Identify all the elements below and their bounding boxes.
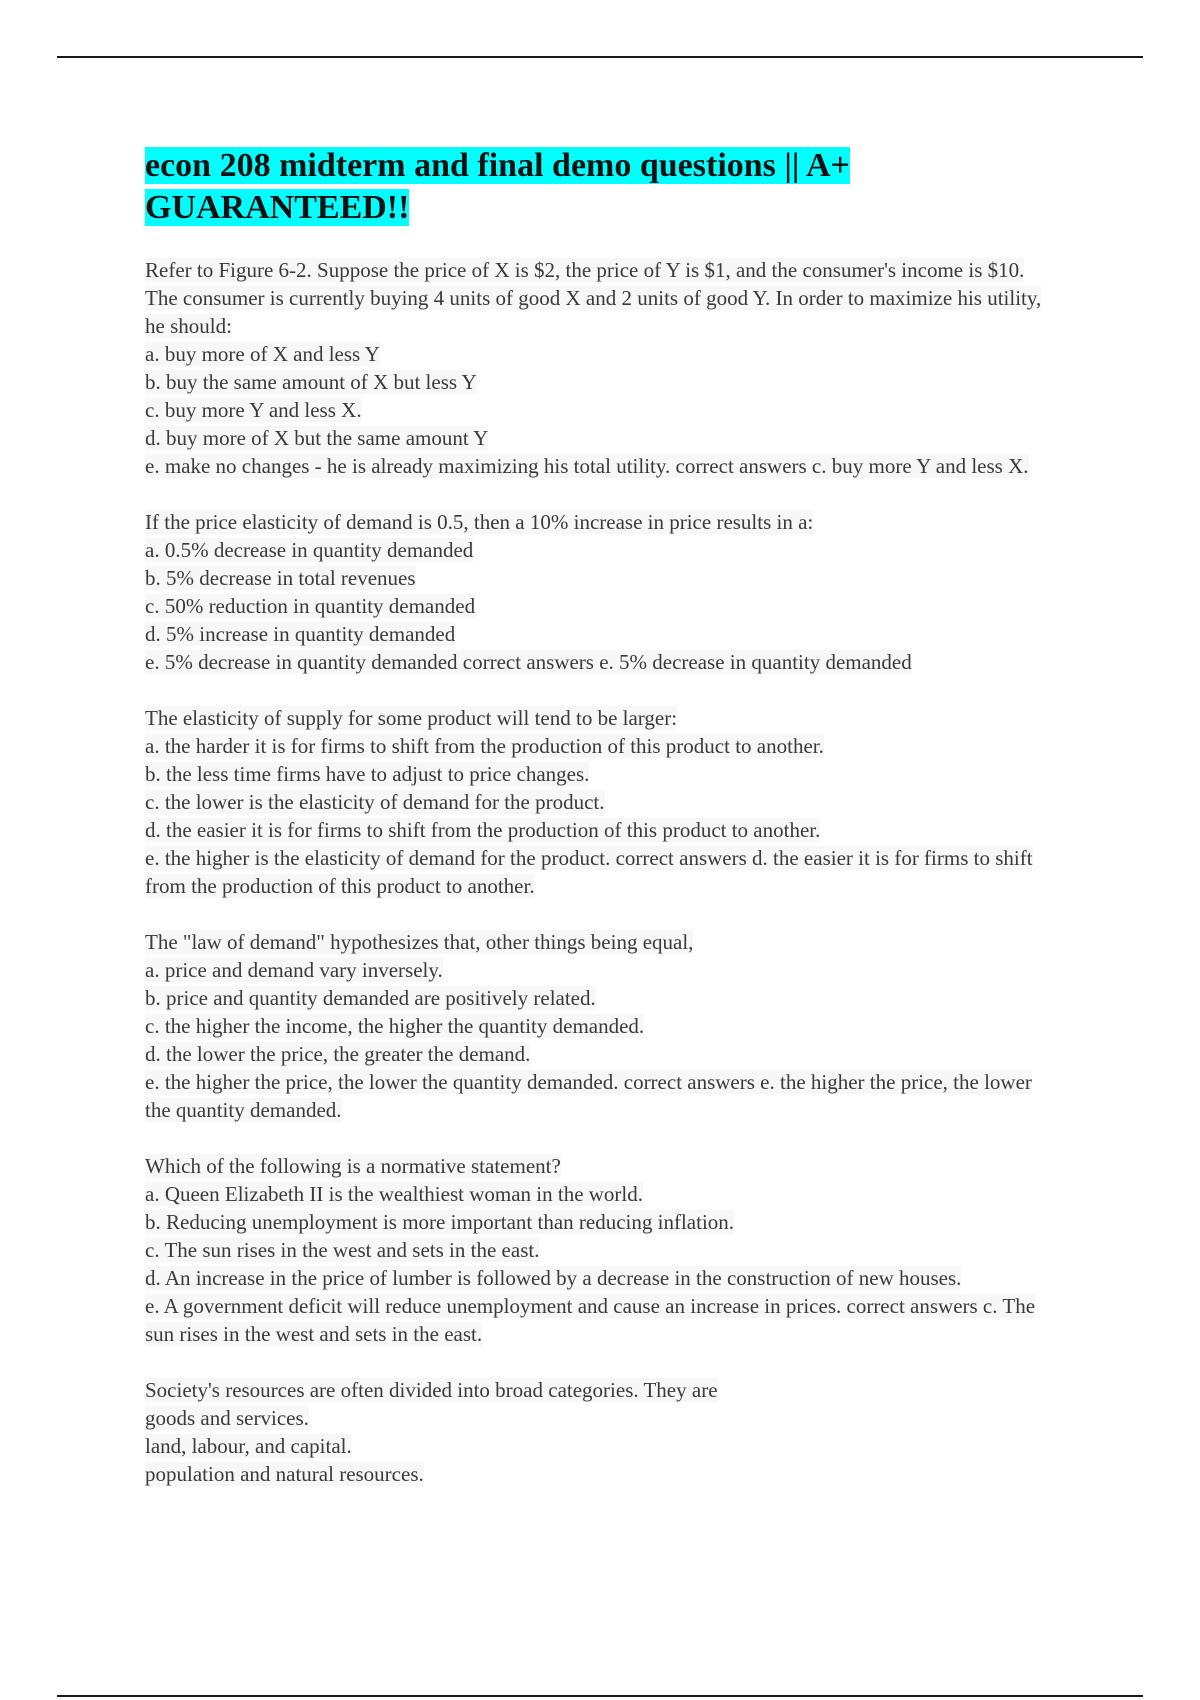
answer-option <box>145 844 1060 900</box>
title-block <box>145 145 1065 229</box>
answer-option-text: land, labour, and capital. <box>145 1434 352 1458</box>
answer-option-text: e. the higher is the elasticity of demand for the product. correct answers d. the easier it is for firms to shift from the production of this product to another. <box>145 846 1033 898</box>
answer-option-text: goods and services. <box>145 1406 309 1430</box>
answer-option <box>145 1432 1060 1460</box>
answer-option-text: b. price and quantity demanded are positively related. <box>145 986 596 1010</box>
answer-option-text: e. the higher the price, the lower the quantity demanded. correct answers e. the higher the price, the lower the quantity demanded. <box>145 1070 1032 1122</box>
answer-option <box>145 1236 1060 1264</box>
answer-option <box>145 452 1060 480</box>
answer-option <box>145 732 1060 760</box>
answer-option <box>145 368 1060 396</box>
question-block <box>145 1376 1060 1488</box>
question-text-content: Which of the following is a normative statement? <box>145 1154 561 1178</box>
answer-option <box>145 592 1060 620</box>
answer-option <box>145 340 1060 368</box>
answer-option <box>145 648 1060 676</box>
question-text-content: Society's resources are often divided into broad categories. They are <box>145 1378 718 1402</box>
question-block <box>145 928 1060 1124</box>
question-list <box>145 256 1060 1516</box>
page-title-text: econ 208 midterm and final demo questions || A+ GUARANTEED!! <box>145 147 850 226</box>
bottom-rule <box>57 1695 1143 1697</box>
answer-option-text: e. 5% decrease in quantity demanded correct answers e. 5% decrease in quantity demanded <box>145 650 912 674</box>
answer-option <box>145 536 1060 564</box>
answer-option-text: b. Reducing unemployment is more important than reducing inflation. <box>145 1210 735 1234</box>
answer-option-text: population and natural resources. <box>145 1462 424 1486</box>
answer-option <box>145 424 1060 452</box>
answer-option <box>145 564 1060 592</box>
answer-option <box>145 1264 1060 1292</box>
answer-option <box>145 1460 1060 1488</box>
answer-option-text: d. 5% increase in quantity demanded <box>145 622 456 646</box>
answer-option-text: a. the harder it is for firms to shift from the production of this product to another. <box>145 734 824 758</box>
question-block <box>145 1152 1060 1348</box>
answer-option <box>145 396 1060 424</box>
answer-option-text: a. Queen Elizabeth II is the wealthiest woman in the world. <box>145 1182 644 1206</box>
question-text <box>145 704 1060 732</box>
top-rule <box>57 56 1143 58</box>
answer-option-text: c. The sun rises in the west and sets in the east. <box>145 1238 540 1262</box>
answer-option <box>145 816 1060 844</box>
answer-option <box>145 1208 1060 1236</box>
answer-option-text: a. price and demand vary inversely. <box>145 958 443 982</box>
question-text-content: If the price elasticity of demand is 0.5, then a 10% increase in price results in a: <box>145 510 814 534</box>
answer-option-text: a. 0.5% decrease in quantity demanded <box>145 538 474 562</box>
answer-option-text: c. 50% reduction in quantity demanded <box>145 594 476 618</box>
answer-option-text: c. buy more Y and less X. <box>145 398 362 422</box>
question-text <box>145 256 1060 340</box>
question-text-content: The elasticity of supply for some product will tend to be larger: <box>145 706 678 730</box>
answer-option-text: b. the less time firms have to adjust to price changes. <box>145 762 590 786</box>
answer-option-text: e. A government deficit will reduce unemployment and cause an increase in prices. correct answers c. The sun rises in the west and sets in the east. <box>145 1294 1036 1346</box>
answer-option-text: c. the lower is the elasticity of demand for the product. <box>145 790 605 814</box>
answer-option-text: c. the higher the income, the higher the quantity demanded. <box>145 1014 645 1038</box>
question-text <box>145 1152 1060 1180</box>
answer-option <box>145 984 1060 1012</box>
question-text-content: Refer to Figure 6-2. Suppose the price of X is $2, the price of Y is $1, and the consumer's income is $10. The consumer is currently buying 4 units of good X and 2 units of good Y. In order to maximize his utility, he should: <box>145 258 1042 338</box>
question-text <box>145 508 1060 536</box>
answer-option-text: a. buy more of X and less Y <box>145 342 380 366</box>
question-text <box>145 1376 1060 1404</box>
answer-option <box>145 788 1060 816</box>
answer-option-text: d. An increase in the price of lumber is followed by a decrease in the construction of new houses. <box>145 1266 962 1290</box>
answer-option <box>145 620 1060 648</box>
answer-option-text: b. buy the same amount of X but less Y <box>145 370 477 394</box>
answer-option <box>145 1012 1060 1040</box>
question-block <box>145 256 1060 480</box>
answer-option-text: b. 5% decrease in total revenues <box>145 566 416 590</box>
answer-option-text: d. the easier it is for firms to shift from the production of this product to another. <box>145 818 821 842</box>
answer-option <box>145 760 1060 788</box>
question-block <box>145 704 1060 900</box>
question-text-content: The "law of demand" hypothesizes that, other things being equal, <box>145 930 694 954</box>
answer-option <box>145 1180 1060 1208</box>
question-block <box>145 508 1060 676</box>
answer-option <box>145 1068 1060 1124</box>
answer-option <box>145 1292 1060 1348</box>
page-title <box>145 145 1065 229</box>
answer-option <box>145 1040 1060 1068</box>
answer-option <box>145 1404 1060 1432</box>
answer-option-text: d. buy more of X but the same amount Y <box>145 426 489 450</box>
question-text <box>145 928 1060 956</box>
answer-option-text: d. the lower the price, the greater the demand. <box>145 1042 531 1066</box>
answer-option <box>145 956 1060 984</box>
answer-option-text: e. make no changes - he is already maximizing his total utility. correct answers c. buy more Y and less X. <box>145 454 1029 478</box>
